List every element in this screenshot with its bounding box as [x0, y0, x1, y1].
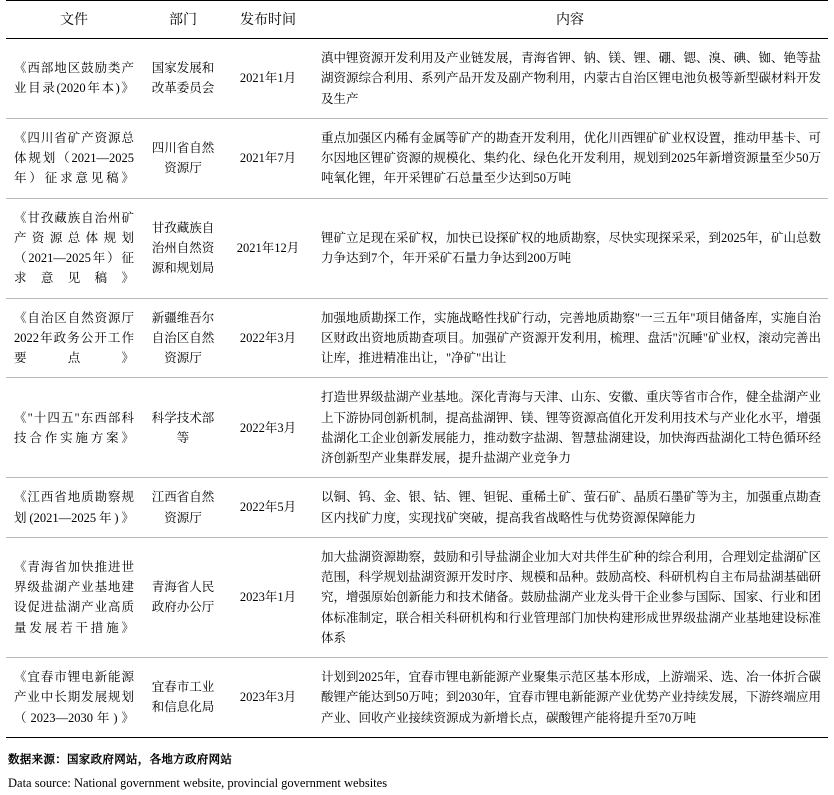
cell-document: 《四川省矿产资源总体规划（2021—2025 年）征求意见稿》: [6, 118, 142, 198]
cell-content: 计划到2025年，宜春市锂电新能源产业聚集示范区基本形成，上游端采、选、冶一体折合碳酸锂产能达到50万吨；到2030年，宜春市锂电新能源产业优势产业持续发展，下游终端应用产业、回收产业接续资源成为新增长点，碳酸锂产能将提升至70万吨: [312, 658, 828, 738]
column-header-department: 部门: [142, 1, 224, 39]
policy-table: [6, 0, 828, 738]
table-row: [6, 537, 828, 657]
cell-content: 滇中锂资源开发利用及产业链发展，青海省钾、钠、镁、锂、硼、锶、溴、碘、铷、铯等盐湖资源综合利用、系列产品开发及副产物利用，内蒙古自治区锂电池负极等新型碳材料开发及生产: [312, 39, 828, 119]
table-row: [6, 118, 828, 198]
cell-department: 四川省自然资源厅: [142, 118, 224, 198]
cell-date: 2022年3月: [224, 298, 312, 378]
cell-department: 国家发展和改革委员会: [142, 39, 224, 119]
cell-department: 新疆维吾尔自治区自然资源厅: [142, 298, 224, 378]
cell-content: 以铜、钨、金、银、钴、锂、钽铌、重稀土矿、萤石矿、晶质石墨矿等为主，加强重点勘查区内找矿力度，实现找矿突破，提高我省战略性与优势资源保障能力: [312, 478, 828, 538]
cell-date: 2021年1月: [224, 39, 312, 119]
cell-department: 科学技术部等: [142, 378, 224, 478]
cell-date: 2021年7月: [224, 118, 312, 198]
cell-document: 《宜春市锂电新能源产业中长期发展规划（2023—2030年)》: [6, 658, 142, 738]
cell-date: 2022年5月: [224, 478, 312, 538]
table-row: [6, 39, 828, 119]
column-header-date: 发布时间: [224, 1, 312, 39]
table-row: [6, 198, 828, 298]
source-note: [6, 750, 828, 795]
cell-document: 《西部地区鼓励类产业目录(2020年本)》: [6, 39, 142, 119]
cell-document: 《"十四五"东西部科技合作实施方案》: [6, 378, 142, 478]
table-header: [6, 1, 828, 39]
cell-content: 加强地质勘探工作，实施战略性找矿行动，完善地质勘察"一三五年"项目储备库，实施自治区财政出资地质勘查项目。加强矿产资源开发利用，梳理、盘活"沉睡"矿业权，滚动完善出让库，推进精准出让，"净矿"出让: [312, 298, 828, 378]
table-row: [6, 378, 828, 478]
cell-date: 2022年3月: [224, 378, 312, 478]
column-header-content: 内容: [312, 1, 828, 39]
cell-document: 《江西省地质勘察规划(2021—2025年)》: [6, 478, 142, 538]
cell-department: 青海省人民政府办公厅: [142, 537, 224, 657]
column-header-document: 文件: [6, 1, 142, 39]
cell-content: 重点加强区内稀有金属等矿产的勘查开发利用，优化川西锂矿矿业权设置，推动甲基卡、可尔因地区锂矿资源的规模化、集约化、绿色化开发利用，规划到2025年新增资源量至少50万吨氧化锂，年开采锂矿石总量至少达到50万吨: [312, 118, 828, 198]
cell-department: 宜春市工业和信息化局: [142, 658, 224, 738]
cell-document: 《甘孜藏族自治州矿产资源总体规划（2021—2025年）征求意见稿》: [6, 198, 142, 298]
table-body: [6, 39, 828, 738]
cell-date: 2021年12月: [224, 198, 312, 298]
cell-department: 甘孜藏族自治州自然资源和规划局: [142, 198, 224, 298]
cell-content: 打造世界级盐湖产业基地。深化青海与天津、山东、安徽、重庆等省市合作，健全盐湖产业上下游协同创新机制，提高盐湖钾、镁、锂等资源高值化开发利用技术与产业化水平，增强盐湖化工企业创新发展能力，推动数字盐湖、智慧盐湖建设，加快海西盐湖化工特色循环经济创新型产业集群发展，提升盐湖产业竞争力: [312, 378, 828, 478]
table-row: [6, 298, 828, 378]
table-header-row: [6, 1, 828, 39]
source-note-english: Data source: National government website, provincial government websites: [8, 775, 388, 790]
cell-document: 《青海省加快推进世界级盐湖产业基地建设促进盐湖产业高质量发展若干措施》: [6, 537, 142, 657]
cell-department: 江西省自然资源厅: [142, 478, 224, 538]
table-row: [6, 658, 828, 738]
table-row: [6, 478, 828, 538]
cell-content: 锂矿立足现在采矿权，加快已设探矿权的地质勘察，尽快实现探采采，到2025年，矿山总数力争达到7个，年开采矿石量力争达到200万吨: [312, 198, 828, 298]
cell-content: 加大盐湖资源勘察，鼓励和引导盐湖企业加大对共伴生矿种的综合利用，合理划定盐湖矿区范围，科学规划盐湖资源开发时序、规模和品种。鼓励高校、科研机构自主布局盐湖基础研究，增强原始创新能力和技术储备。鼓励盐湖产业龙头骨干企业参与国际、国家、行业和团体标准制定，联合相关科研机构和行业管理部门加快构建形成世界级盐湖产业基地建设标准体系: [312, 537, 828, 657]
cell-date: 2023年1月: [224, 537, 312, 657]
source-note-chinese: 数据来源：国家政府网站，各地方政府网站: [8, 753, 233, 766]
cell-date: 2023年3月: [224, 658, 312, 738]
cell-document: 《自治区自然资源厅2022年政务公开工作要点》: [6, 298, 142, 378]
